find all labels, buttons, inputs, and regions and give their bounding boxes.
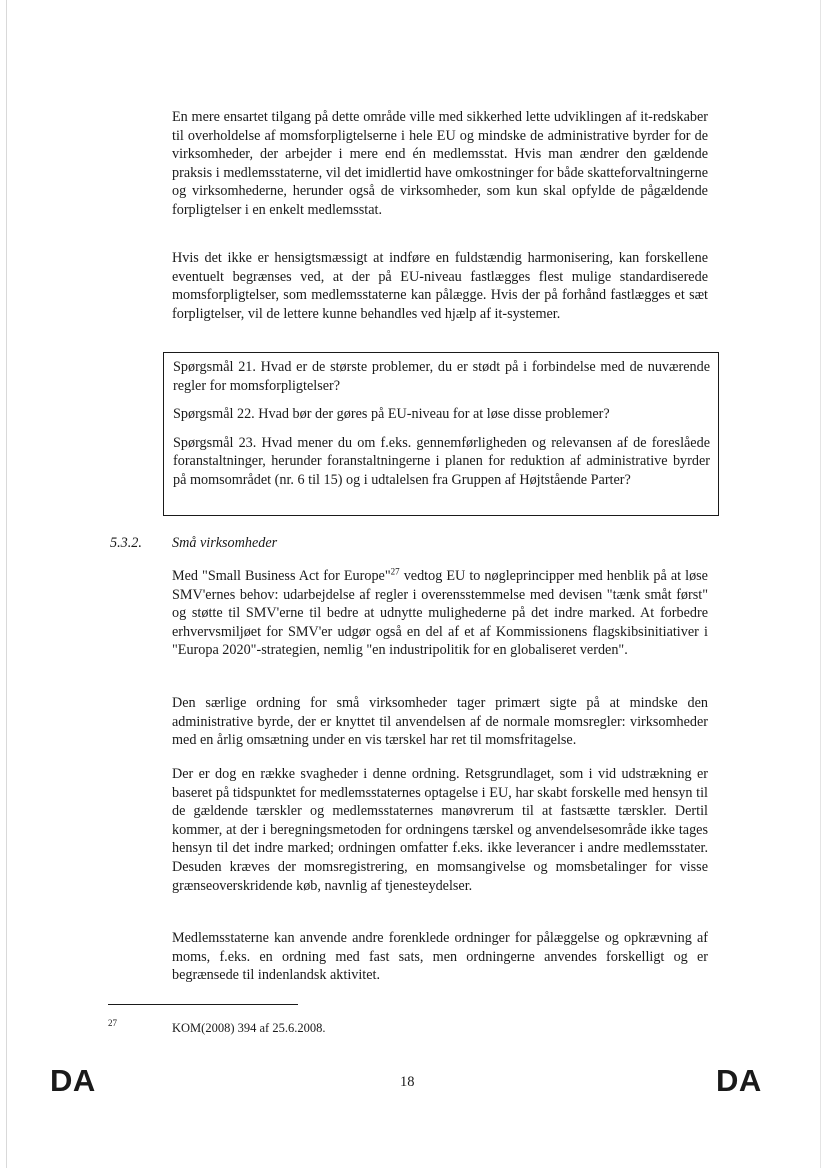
paragraph-standardisation: Hvis det ikke er hensigtsmæssigt at indføre en fuldstændig harmonisering, kan forskellene eventuelt begrænses ved, at der på EU-niveau fastlægges flest mulige standardiserede momsforpligtelser, som medlemsstaterne kan pålægge. Hvis der på forhånd fastlægges et sæt forpligtelser, vil de lettere kunne behandles ved hjælp af it-systemer. xyxy=(172,250,708,322)
paragraph-special-scheme: Den særlige ordning for små virksomheder tager primært sigte på at mindske den administrative byrde, der er knyttet til anvendelsen af de normale momsregler: virksomheder med en årlig omsætning under en vis tærskel har ret til momsfritagelse. xyxy=(172,695,708,749)
footnote-number: 27 xyxy=(108,1018,117,1028)
language-code-right: DA xyxy=(716,1063,762,1098)
section-title: Små virksomheder xyxy=(172,535,278,551)
paragraph-small-business-act xyxy=(172,567,708,660)
questions-box xyxy=(163,352,719,516)
scan-edge-left xyxy=(6,0,7,1168)
section-number: 5.3.2. xyxy=(110,535,142,551)
footnote-reference: 27 xyxy=(390,566,400,577)
question-21: Spørgsmål 21. Hvad er de største problemer, du er stødt på i forbindelse med de nuværende regler for momsforpligtelser? xyxy=(173,359,710,394)
footnote-text: KOM(2008) 394 af 25.6.2008. xyxy=(172,1021,326,1035)
sba-text-rest: vedtog EU to nøgleprincipper med henblik på at løse SMV'ernes behov: udarbejdelse af regler i overensstemmelse med devisen "tænk småt først" og støtte til SMV'erne til bedre at udnytte mulighederne på det indre marked. At forbedre erhvervsmiljøet for SMV'er udgør også en del af et af Kommissionens flagskibsinitiativer i "Europa 2020"-strategien, nemlig "en industripolitik for en globaliseret verden". xyxy=(172,568,708,659)
paragraph-harmonisation: En mere ensartet tilgang på dette område ville med sikkerhed lette udviklingen af it-redskaber til overholdelse af momsforpligtelserne i hele EU og mindske de administrative byrder for de virksomheder, der arbejder i mere end én medlemsstat. Hvis man ændrer den gældende praksis i medlemsstaterne, vil det imidlertid have omkostninger for både skatteforvaltningerne og virksomhederne, herunder også de virksomheder, som kun skal opfylde de pågældende forpligtelser i en enkelt medlemsstat. xyxy=(172,109,708,218)
paragraph-other-schemes: Medlemsstaterne kan anvende andre forenklede ordninger for pålæggelse og opkrævning af moms, f.eks. en ordning med fast sats, men ordningerne anvendes forskelligt og er begrænsede til indenlandsk aktivitet. xyxy=(172,930,708,984)
question-23: Spørgsmål 23. Hvad mener du om f.eks. gennemførligheden og relevansen af de foreslåede foranstaltninger, herunder foranstaltningerne i planen for reduktion af administrative byrder på momsområdet (nr. 6 til 15) og i udtalelsen fra Gruppen af Højtstående Parter? xyxy=(173,434,710,488)
question-22: Spørgsmål 22. Hvad bør der gøres på EU-niveau for at løse disse problemer? xyxy=(173,406,610,423)
scan-edge-right xyxy=(820,0,821,1168)
footnote-divider xyxy=(108,1004,298,1005)
page-number: 18 xyxy=(400,1074,415,1090)
language-code-left: DA xyxy=(50,1063,96,1098)
paragraph-weaknesses: Der er dog en række svagheder i denne ordning. Retsgrundlaget, som i vid udstrækning er baseret på tidspunktet for medlemsstaternes optagelse i EU, har skabt forskelle med hensyn til de gældende tærskler og medlemsstaternes manøvrerum til at fastsætte tærskler. Dertil kommer, at der i beregningsmetoden for ordningens tærskel og anvendelsesområde ikke tages hensyn til det indre marked; ordningen omfatter f.eks. ikke leverancer i andre medlemsstater. Desuden kræves der momsregistrering, en momsangivelse og momsbetalinger for visse grænseoverskridende køb, navnlig af tjenesteydelser. xyxy=(172,766,708,894)
sba-text-start: Med "Small Business Act for Europe" xyxy=(172,568,391,584)
